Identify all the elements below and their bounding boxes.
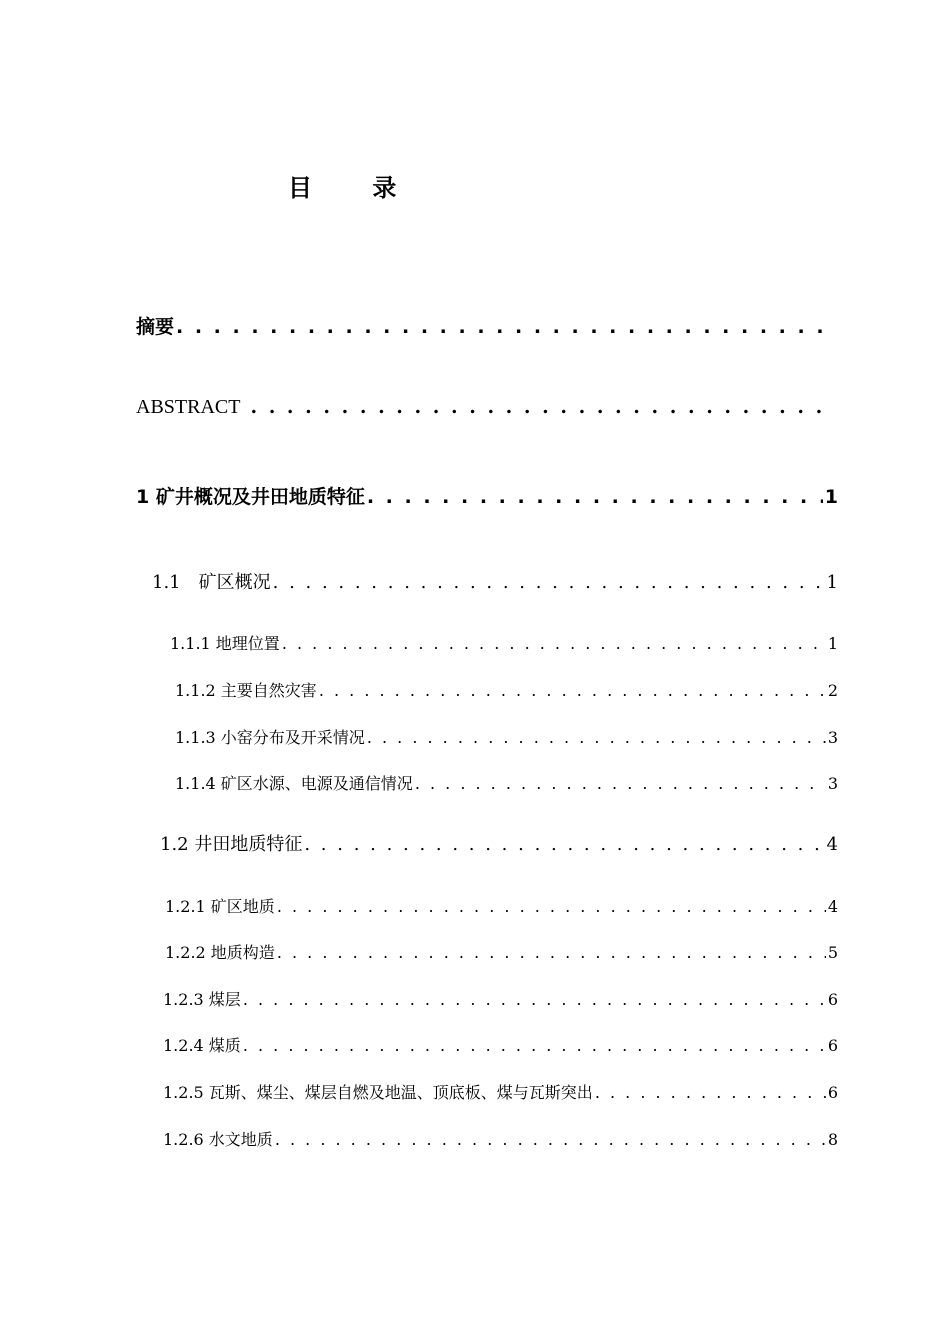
toc-entry-page: 8 — [827, 1130, 838, 1149]
toc-entry-label: 1.2 井田地质特征 — [160, 834, 303, 855]
toc-leader-dots — [367, 728, 826, 747]
toc-entry-1-2-5[interactable] — [163, 1080, 838, 1103]
toc-leader-dots — [277, 943, 826, 962]
toc-entry-1-2-6[interactable] — [163, 1127, 838, 1150]
toc-leader-dots — [275, 1130, 826, 1149]
toc-leader-dots — [273, 572, 825, 593]
toc-entry-1-1-3[interactable] — [175, 725, 838, 748]
toc-entry-1-2-4[interactable] — [163, 1033, 838, 1056]
toc-entry-label: 1.2.2 地质构造 — [165, 943, 275, 962]
toc-entry-label: 1.2.3 煤层 — [163, 990, 241, 1009]
toc-entry-label: 矿区概况 — [198, 572, 271, 593]
toc-leader-dots — [415, 774, 826, 793]
toc-entry-label: 摘要 — [136, 316, 175, 338]
toc-entry-page: 6 — [827, 1083, 838, 1102]
toc-entry-page: 6 — [827, 1036, 838, 1055]
toc-entry-label: 1.1.2 主要自然灾害 — [175, 681, 317, 700]
toc-leader-dots — [367, 486, 823, 508]
toc-leader-dots — [595, 1083, 826, 1102]
toc-entry-number: 1.1 — [152, 572, 181, 593]
toc-entry-label: 1.1.1 地理位置 — [170, 634, 280, 653]
toc-entry-label: 1.1.4 矿区水源、电源及通信情况 — [175, 774, 413, 793]
toc-entry-label: 1.2.5 瓦斯、煤尘、煤层自燃及地温、顶底板、煤与瓦斯突出 — [163, 1083, 593, 1102]
toc-leader-dots — [243, 1036, 826, 1055]
toc-entry-page: 2 — [827, 681, 838, 700]
toc-leader-dots — [250, 396, 826, 418]
toc-entry-abstract-en[interactable] — [136, 396, 838, 419]
toc-entry-label: 1.2.1 矿区地质 — [165, 897, 275, 916]
toc-leader-dots — [176, 316, 826, 338]
toc-entry-page: 3 — [827, 728, 838, 747]
toc-entry-page: 1 — [824, 486, 838, 508]
toc-title: 目 录 — [288, 174, 423, 202]
toc-entry-abstract-cn[interactable] — [136, 312, 838, 339]
toc-entry-1-1-2[interactable] — [175, 678, 838, 701]
toc-entry-page: 1 — [826, 572, 838, 593]
toc-leader-dots — [243, 990, 826, 1009]
toc-entry-label: 1.2.6 水文地质 — [163, 1130, 273, 1149]
toc-entry-1-2[interactable] — [160, 830, 838, 856]
toc-entry-1-2-1[interactable] — [165, 894, 838, 917]
toc-entry-page: 1 — [827, 634, 838, 653]
toc-entry-label: ABSTRACT — [136, 396, 241, 418]
toc-entry-1-2-3[interactable] — [163, 987, 838, 1010]
toc-entry-page: 3 — [827, 774, 838, 793]
toc-entry-label: 1 矿井概况及井田地质特征 — [136, 486, 365, 508]
toc-leader-dots — [277, 897, 826, 916]
toc-entry-page: 5 — [827, 943, 838, 962]
toc-entry-chapter-1[interactable] — [136, 482, 838, 509]
toc-entry-1-1-1[interactable] — [170, 631, 838, 654]
toc-entry-1-2-2[interactable] — [165, 940, 838, 963]
toc-leader-dots — [319, 681, 826, 700]
toc-entry-label: 1.2.4 煤质 — [163, 1036, 241, 1055]
toc-leader-dots — [304, 834, 824, 855]
toc-entry-page: 4 — [827, 897, 838, 916]
toc-leader-dots — [282, 634, 826, 653]
toc-entry-1-1[interactable] — [152, 568, 838, 594]
toc-entry-page: 4 — [826, 834, 838, 855]
toc-entry-1-1-4[interactable] — [175, 771, 838, 794]
toc-entry-page: 6 — [827, 990, 838, 1009]
toc-entry-label: 1.1.3 小窑分布及开采情况 — [175, 728, 365, 747]
